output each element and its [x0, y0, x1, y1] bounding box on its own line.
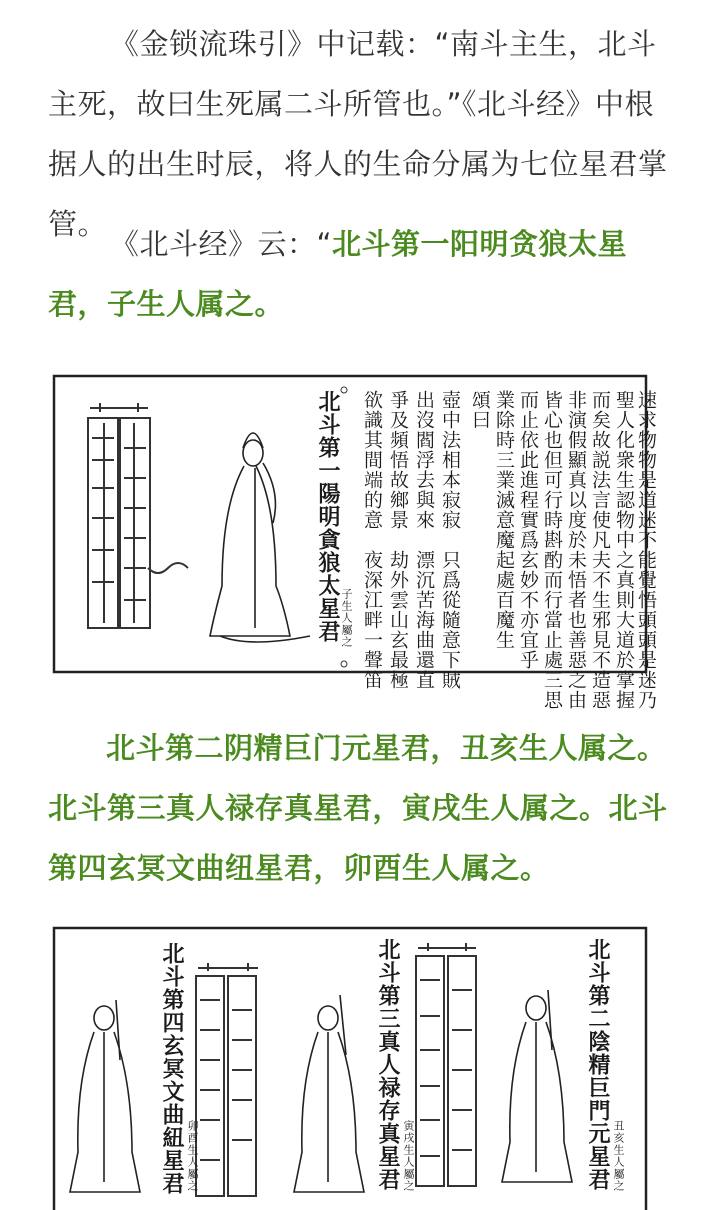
- quote-prefix: 《北斗经》云：“: [110, 227, 333, 261]
- star-2-title: 北斗第二陰精巨門元星君: [585, 938, 611, 1191]
- scripture-scan-1: [48, 368, 657, 710]
- text-col-1: 速求物物是道迷不能覺悟頭頭是迷乃: [635, 390, 657, 710]
- talisman-seal-1: [88, 403, 188, 628]
- text-col-6: 而止依此進程實爲玄妙不亦宜乎: [517, 390, 539, 670]
- talisman-seal-3: [416, 943, 476, 1186]
- star-1-quote: 北斗第一阳明贪狼太星君，子生人属之。: [48, 227, 628, 321]
- star-3-title: 北斗第三真人禄存真星君: [375, 938, 401, 1191]
- text-col-4: 非演假顯真以度於未悟者也善惡之由: [565, 390, 587, 710]
- star-lord-figure-4: [70, 1000, 140, 1192]
- star-1-title: 北斗第一陽明貪狼太星君: [315, 390, 341, 643]
- verse-col-3: 爭及頻悟故鄉景 劫外雲山玄最極: [387, 390, 409, 690]
- verse-col-4: 欲識其間端的意 夜深江畔一聲笛: [361, 390, 383, 690]
- quote-paragraph: [48, 214, 668, 334]
- star-4-title: 北斗第四玄冥文曲紐星君: [159, 942, 185, 1195]
- verse-col-1: 壺中法相本寂寂 只爲從隨意下賊: [439, 390, 461, 690]
- star-2-note: 丑亥生人屬之: [612, 1120, 625, 1192]
- talisman-seal-4: [196, 963, 258, 1196]
- star-lord-figure-1: [210, 433, 310, 642]
- star-lord-figure-3: [294, 995, 364, 1192]
- star-3-note: 寅戌生人屬之: [402, 1120, 415, 1192]
- star-4-note: 卯酉生人屬之: [186, 1120, 199, 1192]
- star-1-note: 子生人屬之: [340, 588, 353, 648]
- scripture-scan-2: [48, 920, 652, 1210]
- stars-2-4-paragraph: [48, 718, 668, 898]
- text-col-8: 頌曰: [469, 390, 491, 430]
- text-col-7: 業除時三業滅意魔起處百魔生: [493, 390, 515, 650]
- stars-2-4-quote: 北斗第二阴精巨门元星君，丑亥生人属之。北斗第三真人禄存真星君，寅戌生人属之。北斗第四玄冥文曲纽星君，卯酉生人属之。: [48, 731, 668, 885]
- text-col-2: 聖人化衆生認物中之真則大道於掌握: [613, 390, 635, 710]
- scan-2-artwork: [48, 920, 652, 1210]
- verse-col-2: 出沒閻浮去與來 漂沉苦海曲還直: [413, 390, 435, 690]
- intro-paragraph: 《金锁流珠引》中记载：“南斗主生，北斗主死，故曰生死属二斗所管也。”《北斗经》中根据人的出生时辰，将人的生命分属为七位星君掌管。: [48, 27, 668, 241]
- text-col-3: 而矣故説法言使凡夫不生邪見不造惡: [589, 390, 611, 710]
- text-col-5: 皆心也但可行時斟酌而行當止處三思: [541, 390, 563, 710]
- star-lord-figure-2: [502, 990, 572, 1182]
